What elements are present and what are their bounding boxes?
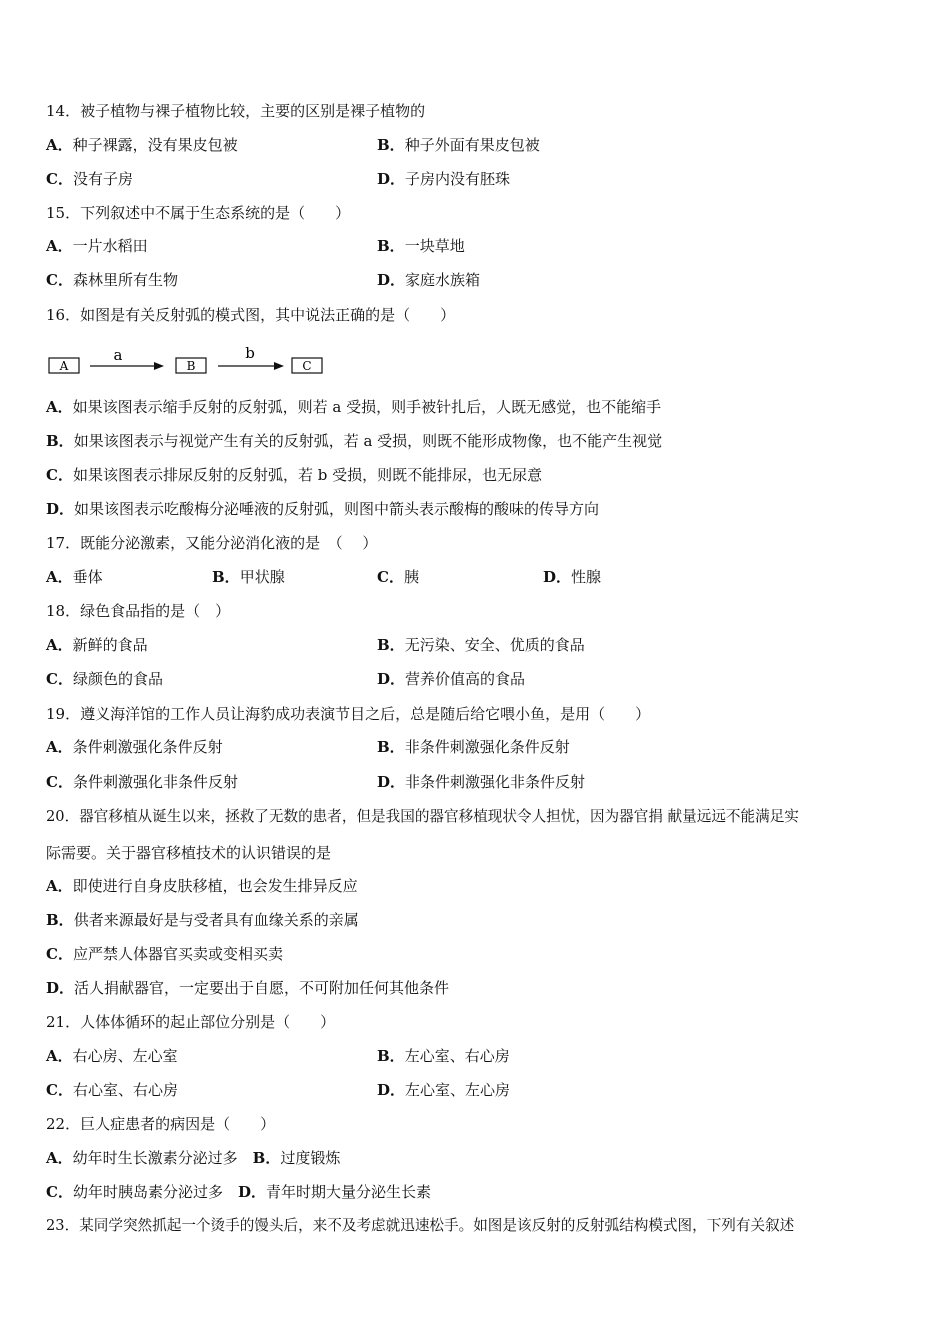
option-label: C．: [46, 773, 73, 791]
q21-stem: 21．人体体循环的起止部位分别是（ ）: [46, 1013, 336, 1031]
option-label: A．: [46, 1149, 73, 1167]
option-label: B．: [46, 911, 74, 929]
diagram-box-a-label: A: [59, 359, 69, 373]
option-text: 如果该图表示与视觉产生有关的反射弧，若 a 受损，则既不能形成物像，也不能产生视觉: [73, 432, 663, 450]
option-text: 新鲜的食品: [72, 636, 148, 654]
diagram-arrow-b-label: b: [245, 346, 255, 362]
q22-options-ab: [46, 1148, 340, 1168]
option-text: 供者来源最好是与受者具有血缘关系的亲属: [73, 911, 359, 929]
option-label: A．: [46, 568, 73, 586]
q19-stem: 19．遵义海洋馆的工作人员让海豹成功表演节目之后，总是随后给它喂小鱼，是用（ ）: [46, 705, 651, 723]
q14-option-d: [377, 169, 510, 189]
option-text: 无污染、安全、优质的食品: [404, 636, 585, 654]
option-label: D．: [543, 568, 572, 586]
option-label: C．: [377, 568, 404, 586]
option-label: B．: [377, 738, 405, 756]
q14-option-a: [46, 135, 238, 155]
option-label: C．: [46, 271, 73, 289]
option-label: C．: [46, 170, 73, 188]
option-text: 种子裸露，没有果皮包被: [72, 136, 238, 154]
q16-option-a: [46, 397, 661, 417]
option-label: D．: [377, 1081, 406, 1099]
q19-option-c: [46, 772, 238, 792]
q15-option-a: [46, 236, 148, 256]
q19-option-b: [377, 737, 570, 757]
q15-option-d: [377, 270, 480, 290]
q22-stem: 22．巨人症患者的病因是（ ）: [46, 1115, 276, 1133]
option-label: D．: [377, 773, 406, 791]
q17-option-b: [212, 567, 285, 587]
option-text: 幼年时生长激素分泌过多: [72, 1149, 238, 1167]
option-text: 右心房、左心室: [72, 1047, 178, 1065]
option-text: 垂体: [72, 568, 103, 586]
option-text: 青年时期大量分泌生长素: [266, 1183, 432, 1201]
q22-options-cd: [46, 1182, 431, 1202]
option-text: 家庭水族箱: [405, 271, 481, 289]
option-label: C．: [46, 945, 73, 963]
option-text: 非条件刺激强化非条件反射: [405, 773, 586, 791]
q20-option-a: [46, 876, 358, 896]
option-text: 如果该图表示吃酸梅分泌唾液的反射弧，则图中箭头表示酸梅的酸味的传导方向: [74, 500, 600, 518]
option-text: 即使进行自身皮肤移植，也会发生排异反应: [72, 877, 358, 895]
option-text: 胰: [403, 568, 419, 586]
option-text: 应严禁人体器官买卖或变相买卖: [72, 945, 283, 963]
option-text: 幼年时胰岛素分泌过多: [72, 1183, 223, 1201]
option-text: 右心室、右心房: [72, 1081, 178, 1099]
q18-option-a: [46, 635, 148, 655]
q21-option-b: [377, 1046, 510, 1066]
option-text: 森林里所有生物: [72, 271, 178, 289]
q15-option-b: [377, 236, 465, 256]
option-text: 营养价值高的食品: [405, 670, 526, 688]
option-label: C．: [46, 466, 73, 484]
option-label: C．: [46, 670, 73, 688]
option-text: 绿颜色的食品: [72, 670, 163, 688]
option-text: 没有子房: [72, 170, 133, 188]
option-text: 种子外面有果皮包被: [404, 136, 540, 154]
option-label: A．: [46, 398, 73, 416]
q16-option-b: [46, 431, 662, 451]
q16-stem: 16．如图是有关反射弧的模式图，其中说法正确的是（ ）: [46, 306, 456, 324]
q17-stem: 17．既能分泌激素，又能分泌消化液的是 （ ）: [46, 534, 378, 552]
option-label: B．: [377, 237, 405, 255]
diagram-arrowhead-a: [154, 362, 164, 370]
q17-option-d: [543, 567, 601, 587]
option-label: C．: [46, 1081, 73, 1099]
option-label: C．: [46, 1183, 73, 1201]
q14-option-b: [377, 135, 540, 155]
q21-option-c: [46, 1080, 178, 1100]
q14-stem: 14．被子植物与裸子植物比较，主要的区别是裸子植物的: [46, 102, 426, 120]
diagram-box-c-label: C: [302, 359, 312, 373]
option-text: 左心室、右心房: [404, 1047, 510, 1065]
option-text: 甲状腺: [239, 568, 285, 586]
option-label: B．: [252, 1149, 281, 1167]
option-label: D．: [377, 670, 406, 688]
option-label: A．: [46, 1047, 73, 1065]
diagram-box-b-label: B: [186, 359, 196, 373]
option-text: 条件刺激强化条件反射: [72, 738, 223, 756]
q14-option-c: [46, 169, 133, 189]
option-label: B．: [377, 636, 405, 654]
q20-stem-line2: 际需要。关于器官移植技术的认识错误的是: [46, 844, 332, 862]
option-label: B．: [377, 136, 405, 154]
option-label: D．: [237, 1183, 266, 1201]
option-text: 活人捐献器官，一定要出于自愿，不可附加任何其他条件: [74, 979, 450, 997]
option-label: A．: [46, 237, 73, 255]
option-label: D．: [46, 979, 75, 997]
option-text: 过度锻炼: [280, 1149, 341, 1167]
q19-option-d: [377, 772, 585, 792]
option-label: B．: [46, 432, 74, 450]
option-label: D．: [46, 500, 75, 518]
q16-option-d: [46, 499, 599, 519]
q23-stem: 23．某同学突然抓起一个烫手的馒头后，来不及考虑就迅速松手。如图是该反射的反射弧结构模式图，下列有关叙述: [46, 1217, 795, 1234]
reflex-arc-diagram: [46, 346, 336, 380]
q20-stem-line1: 20．器官移植从诞生以来，拯救了无数的患者，但是我国的器官移植现状令人担忧，因为器官捐 献量远远不能满足实: [46, 808, 799, 825]
q15-option-c: [46, 270, 178, 290]
option-text: 如果该图表示排尿反射的反射弧，若 b 受损，则既不能排尿，也无尿意: [72, 466, 543, 484]
option-label: B．: [212, 568, 240, 586]
diagram-arrowhead-b: [274, 362, 284, 370]
option-text: 如果该图表示缩手反射的反射弧，则若 a 受损，则手被针扎后，人既无感觉，也不能缩手: [72, 398, 662, 416]
q21-option-d: [377, 1080, 510, 1100]
q15-stem: 15．下列叙述中不属于生态系统的是（ ）: [46, 204, 351, 222]
option-label: D．: [377, 170, 406, 188]
option-text: 子房内没有胚珠: [405, 170, 511, 188]
q18-option-d: [377, 669, 525, 689]
q17-option-a: [46, 567, 103, 587]
q18-stem: 18．绿色食品指的是（ ）: [46, 602, 231, 620]
option-text: 非条件刺激强化条件反射: [404, 738, 570, 756]
q20-option-b: [46, 910, 359, 930]
q18-option-b: [377, 635, 585, 655]
option-label: A．: [46, 877, 73, 895]
option-text: 一片水稻田: [72, 237, 148, 255]
q19-option-a: [46, 737, 223, 757]
option-label: B．: [377, 1047, 405, 1065]
q18-option-c: [46, 669, 163, 689]
option-label: A．: [46, 136, 73, 154]
option-label: A．: [46, 738, 73, 756]
q20-option-d: [46, 978, 449, 998]
q17-option-c: [377, 567, 419, 587]
option-label: D．: [377, 271, 406, 289]
option-label: A．: [46, 636, 73, 654]
option-text: 性腺: [571, 568, 602, 586]
option-text: 一块草地: [404, 237, 465, 255]
q21-option-a: [46, 1046, 178, 1066]
diagram-arrow-a-label: a: [113, 346, 123, 364]
q20-option-c: [46, 944, 283, 964]
q16-option-c: [46, 465, 542, 485]
option-text: 左心室、左心房: [405, 1081, 511, 1099]
option-text: 条件刺激强化非条件反射: [72, 773, 238, 791]
